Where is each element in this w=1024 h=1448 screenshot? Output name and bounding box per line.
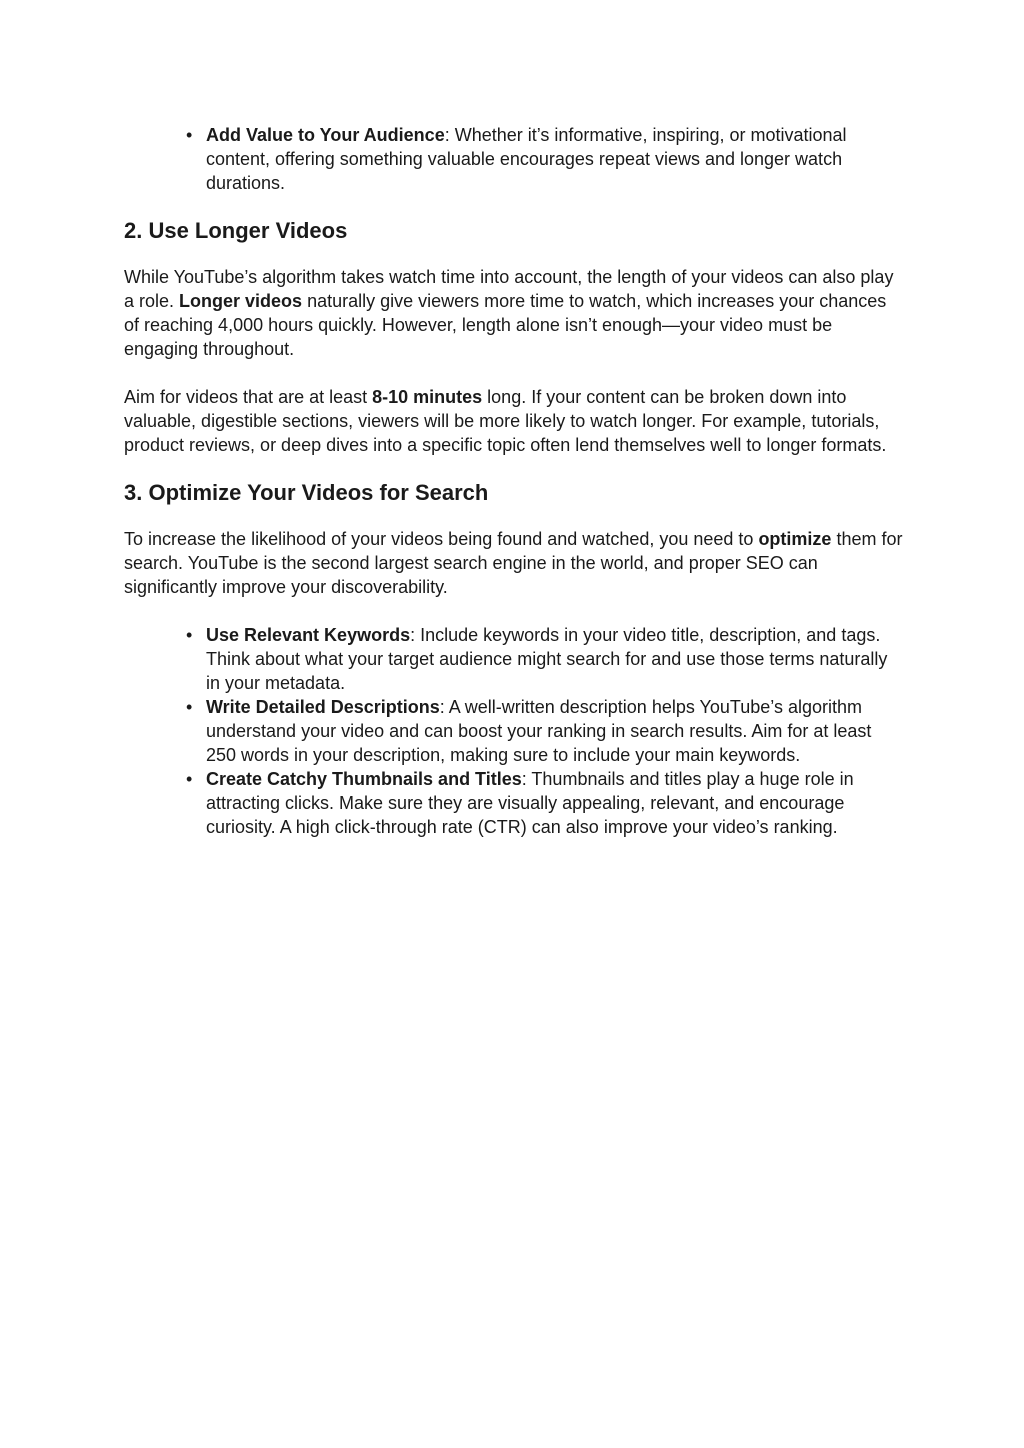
bullet-lead: Use Relevant Keywords — [206, 625, 411, 645]
bullet-text: : A well-written description helps YouTube’s algorithm understand your video and can boost your ranking in search results. Aim for at least 250 words in your description, making sure to include your main keywords. — [206, 697, 872, 765]
paragraph-text: To increase the likelihood of your videos being found and watched, you need to — [124, 529, 759, 549]
bullet-icon: • — [186, 625, 193, 645]
paragraph-optimize-search — [124, 527, 904, 599]
bullet-icon: • — [186, 125, 193, 145]
paragraph-bold: 8-10 minutes — [372, 387, 483, 407]
bullet-icon: • — [186, 697, 193, 717]
list-item — [186, 623, 904, 695]
list-item — [186, 767, 904, 839]
list-item — [186, 123, 904, 195]
list-item — [186, 695, 904, 767]
paragraph-text: naturally give viewers more time to watch, which increases your chances of reaching 4,000 hours quickly. However, length alone isn’t enough—your video must be engaging throughout. — [124, 291, 887, 359]
bullet-lead: Add Value to Your Audience — [206, 125, 445, 145]
paragraph-text: them for search. YouTube is the second largest search engine in the world, and proper SEO can significantly improve your discoverability. — [124, 529, 903, 597]
paragraph-bold: Longer videos — [179, 291, 303, 311]
paragraph-longer-videos-1 — [124, 265, 904, 361]
bullet-lead: Write Detailed Descriptions — [206, 697, 440, 717]
section-heading-optimize-search: 3. Optimize Your Videos for Search — [124, 480, 489, 505]
bullet-text: : Thumbnails and titles play a huge role in attracting clicks. Make sure they are visually appealing, relevant, and encourage curiosity. A high click-through rate (CTR) can also improve your video’s ranking. — [206, 769, 854, 837]
paragraph-longer-videos-2 — [124, 385, 904, 457]
paragraph-text: Aim for videos that are at least — [124, 387, 373, 407]
bullet-lead: Create Catchy Thumbnails and Titles — [206, 769, 522, 789]
section-heading-longer-videos: 2. Use Longer Videos — [124, 218, 348, 243]
paragraph-text: long. If your content can be broken down into valuable, digestible sections, viewers will be more likely to watch longer. For example, tutorials, product reviews, or deep dives into a specific topic often lend themselves well to longer formats. — [124, 387, 887, 455]
bullet-text: : Include keywords in your video title, description, and tags. Think about what your target audience might search for and use those terms naturally in your metadata. — [206, 625, 888, 693]
paragraph-text: While YouTube’s algorithm takes watch time into account, the length of your videos can also play a role. — [124, 267, 894, 311]
top-bullet-list — [124, 123, 904, 195]
bullet-icon: • — [186, 769, 193, 789]
document-content — [124, 123, 904, 839]
search-bullet-list — [124, 623, 904, 839]
paragraph-bold: optimize — [758, 529, 832, 549]
bullet-text: : Whether it’s informative, inspiring, or motivational content, offering something valuable encourages repeat views and longer watch durations. — [206, 125, 847, 193]
